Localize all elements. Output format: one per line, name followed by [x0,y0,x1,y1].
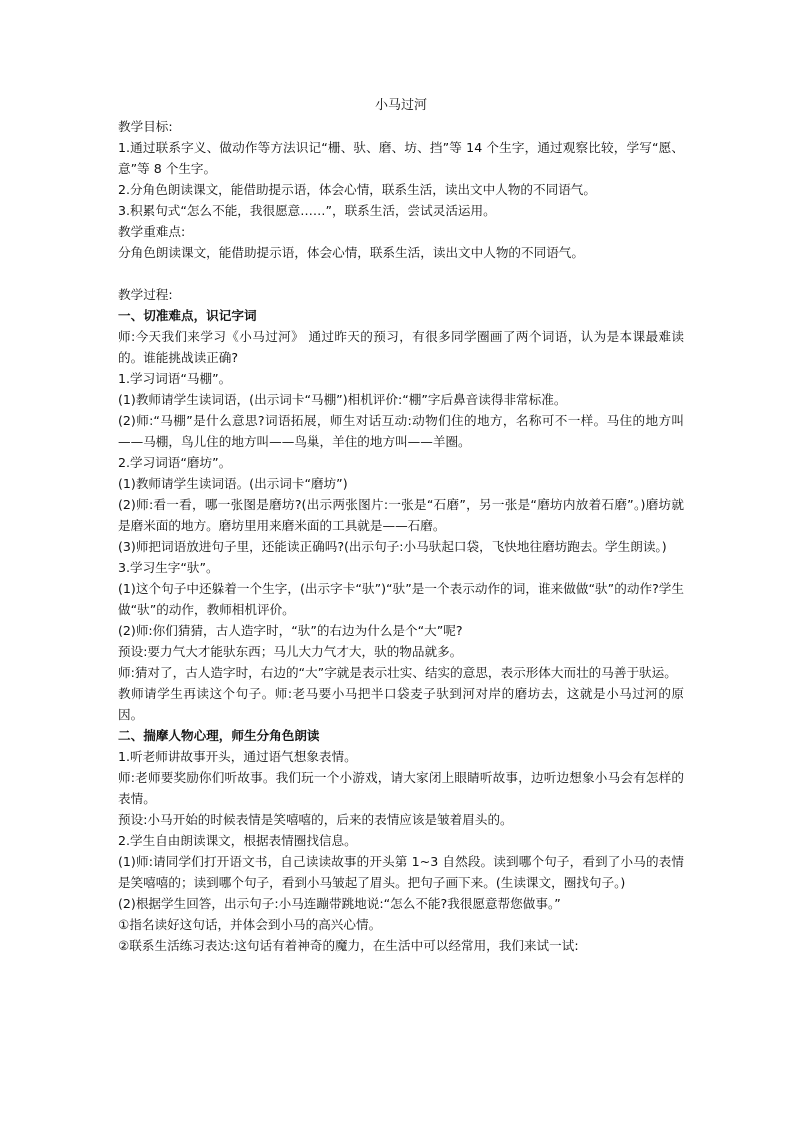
paragraph-line: (1)这个句子中还躲着一个生字，(出示字卡“驮”)“驮”是一个表示动作的词，谁来做做“驮”的动作?学生做“驮”的动作，教师相机评价。 [118,581,684,617]
paragraph-line: (1)教师请学生读词语，(出示词卡“马棚”)相机评价:“棚”字后鼻音读得非常标准。 [118,392,567,407]
paragraph-line: 师:猜对了，古人造字时，右边的“大”字就是表示壮实、结实的意思，表示形体大而壮的马善于驮运。 [118,665,677,680]
document-page [118,0,684,956]
section-heading: 二、揣摩人物心理，师生分角色朗读 [118,728,320,743]
paragraph-line: 2.分角色朗读课文，能借助提示语，体会心情，联系生活，读出文中人物的不同语气。 [118,182,596,197]
paragraph-line: 教师请学生再读这个句子。师:老马要小马把半口袋麦子驮到河对岸的磨坊去，这就是小马过河的原因。 [118,686,684,722]
paragraph-line: 预设:小马开始的时候表情是笑嘻嘻的，后来的表情应该是皱着眉头的。 [118,812,513,827]
paragraph-line: (2)师:看一看，哪一张图是磨坊?(出示两张图片:一张是“石磨”，另一张是“磨坊内放着石磨”。)磨坊就是磨米面的地方。磨坊里用来磨米面的工具就是——石磨。 [118,497,684,533]
paragraph-line: 师:今天我们来学习《小马过河》 通过昨天的预习，有很多同学圈画了两个词语，认为是本课最难读的。谁能挑战读正确? [118,329,684,365]
paragraph-line: (2)师:你们猜猜，古人造字时，“驮”的右边为什么是个“大”呢? [118,623,463,638]
paragraph-line: ①指名读好这句话，并体会到小马的高兴心情。 [118,917,382,932]
paragraph-line: 1.通过联系字义、做动作等方法识记“栅、驮、磨、坊、挡”等 14 个生字，通过观察比较，学写“愿、意”等 8 个生字。 [118,140,684,176]
paragraph-line: (2)根据学生回答，出示句子:小马连蹦带跳地说:“怎么不能?我很愿意帮您做事。” [118,896,561,911]
paragraph-line: (1)师:请同学们打开语文书，自己读读故事的开头第 1~3 自然段。读到哪个句子，看到了小马的表情是笑嘻嘻的；读到哪个句子，看到小马皱起了眉头。把句子画下来。(生读课文，圈找句子。) [118,854,684,890]
paragraph-line: 教学重难点: [118,224,186,239]
paragraph-line: 预设:要力气大才能驮东西；马儿大力气才大，驮的物品就多。 [118,644,463,659]
paragraph-line: ②联系生活练习表达:这句话有着神奇的魔力，在生活中可以经常用，我们来试一试: [118,938,579,953]
blank-line [118,263,684,284]
paragraph-line: 3.积累句式“怎么不能，我很愿意……”，联系生活，尝试灵活运用。 [118,203,496,218]
paragraph-line: 教学目标: [118,119,173,134]
paragraph-line: 2.学生自由朗读课文，根据表情圈找信息。 [118,833,357,848]
paragraph-line: 分角色朗读课文，能借助提示语，体会心情，联系生活，读出文中人物的不同语气。 [118,245,584,260]
document-body [118,116,684,956]
paragraph-line: (1)教师请学生读词语。(出示词卡“磨坊”) [118,476,348,491]
paragraph-line: 1.听老师讲故事开头，通过语气想象表情。 [118,749,357,764]
paragraph-line: 1.学习词语“马棚”。 [118,371,232,386]
paragraph-line: (2)师:“马棚”是什么意思?词语拓展，师生对话互动:动物们住的地方，名称可不一样。马住的地方叫——马棚，鸟儿住的地方叫——鸟巢，羊住的地方叫——羊圈。 [118,413,684,449]
section-heading: 一、切准难点，识记字词 [118,308,257,323]
paragraph-line: 2.学习词语“磨坊”。 [118,455,232,470]
paragraph-line: 3.学习生字“驮”。 [118,560,219,575]
paragraph-line: 师:老师要奖励你们听故事。我们玩一个小游戏，请大家闭上眼睛听故事，边听边想象小马会有怎样的表情。 [118,770,684,806]
document-title: 小马过河 [374,98,427,113]
paragraph-line: (3)师把词语放进句子里，还能读正确吗?(出示句子:小马驮起口袋，飞快地往磨坊跑去。学生朗读。) [118,539,667,554]
paragraph-line: 教学过程: [118,287,173,302]
